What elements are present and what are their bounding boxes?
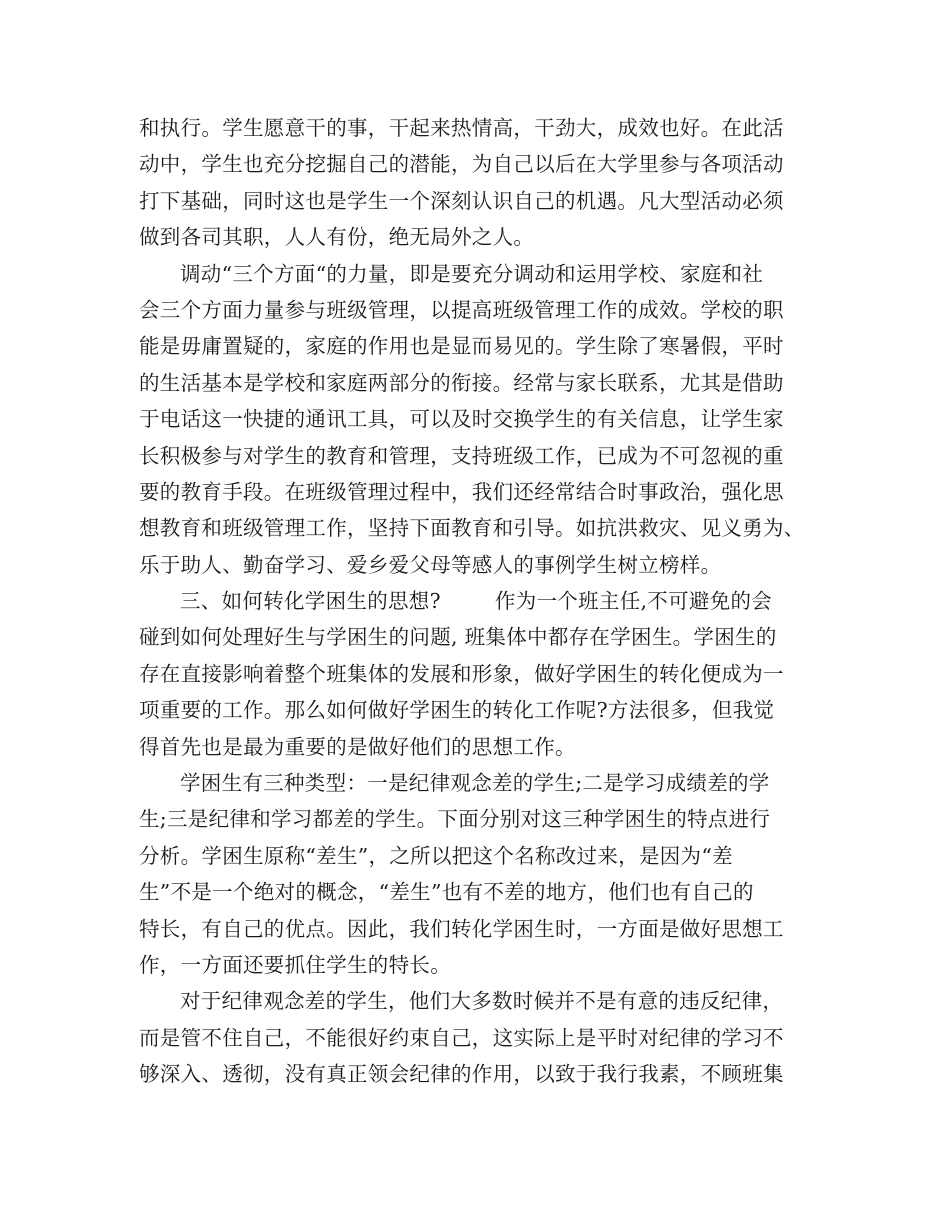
text-line: 的生活基本是学校和家庭两部分的衔接。经常与家长联系，尤其是借助 bbox=[139, 370, 784, 395]
section-heading: 三、如何转化学困生的思想? bbox=[180, 589, 441, 614]
text-line: 和执行。学生愿意干的事，干起来热情高，干劲大，成效也好。在此活 bbox=[139, 116, 784, 140]
text-line: 于电话这一快捷的通讯工具，可以及时交换学生的有关信息，让学生家 bbox=[139, 407, 784, 432]
text-line: 调动“三个方面“的力量，即是要充分调动和运用学校、家庭和社 bbox=[180, 261, 764, 286]
text-line: 学困生有三种类型：一是纪律观念差的学生;二是学习成绩差的学 bbox=[180, 771, 770, 796]
text-line: 对于纪律观念差的学生，他们大多数时候并不是有意的违反纪律， bbox=[180, 989, 784, 1014]
text-line: 够深入、透彻，没有真正领会纪律的作用，以致于我行我素，不顾班集 bbox=[139, 1062, 784, 1087]
text-line: 得首先也是最为重要的是做好他们的思想工作。 bbox=[139, 734, 576, 759]
text-line: 项重要的工作。那么如何做好学困生的转化工作呢?方法很多，但我觉 bbox=[139, 698, 775, 723]
text-line: 乐于助人、勤奋学习、爱乡爱父母等感人的事例学生树立榜样。 bbox=[139, 552, 722, 577]
text-line: 特长，有自己的优点。因此，我们转化学困生时，一方面是做好思想工 bbox=[139, 916, 784, 941]
text-line: 作，一方面还要抓住学生的特长。 bbox=[139, 952, 451, 977]
text-line: 而是管不住自己，不能很好约束自己，这实际上是平时对纪律的学习不 bbox=[139, 1025, 784, 1050]
text-line: 打下基础，同时这也是学生一个深刻认识自己的机遇。凡大型活动必须 bbox=[139, 188, 784, 213]
text-line: 要的教育手段。在班级管理过程中，我们还经常结合时事政治，强化思 bbox=[139, 479, 784, 504]
text-line bbox=[139, 583, 819, 619]
text-line: 做到各司其职，人人有份，绝无局外之人。 bbox=[139, 225, 535, 250]
text-line: 生”不是一个绝对的概念，“差生”也有不差的地方，他们也有自己的 bbox=[139, 880, 754, 905]
text-line: 能是毋庸置疑的，家庭的作用也是显而易见的。学生除了寒暑假，平时 bbox=[139, 334, 784, 359]
body-text bbox=[139, 110, 819, 1093]
text-line: 碰到如何处理好生与学困生的问题, 班集体中都存在学困生。学困生的 bbox=[139, 625, 777, 650]
text-line: 生;三是纪律和学习都差的学生。下面分别对这三种学困生的特点进行 bbox=[139, 807, 771, 832]
text-line: 长积极参与对学生的教育和管理，支持班级工作，已成为不可忽视的重 bbox=[139, 443, 784, 468]
text-line: 会三个方面力量参与班级管理，以提高班级管理工作的成效。学校的职 bbox=[139, 297, 784, 322]
text-line: 分析。学困生原称“差生”，之所以把这个名称改过来，是因为“差 bbox=[139, 843, 733, 868]
text-line: 动中，学生也充分挖掘自己的潜能，为自己以后在大学里参与各项活动 bbox=[139, 152, 784, 177]
text-line: 想教育和班级管理工作，坚持下面教育和引导。如抗洪救灾、见义勇为、 bbox=[139, 516, 805, 541]
line-text: 作为一个班主任,不可避免的会 bbox=[494, 589, 773, 614]
text-line: 存在直接影响着整个班集体的发展和形象，做好学困生的转化便成为一 bbox=[139, 661, 784, 686]
